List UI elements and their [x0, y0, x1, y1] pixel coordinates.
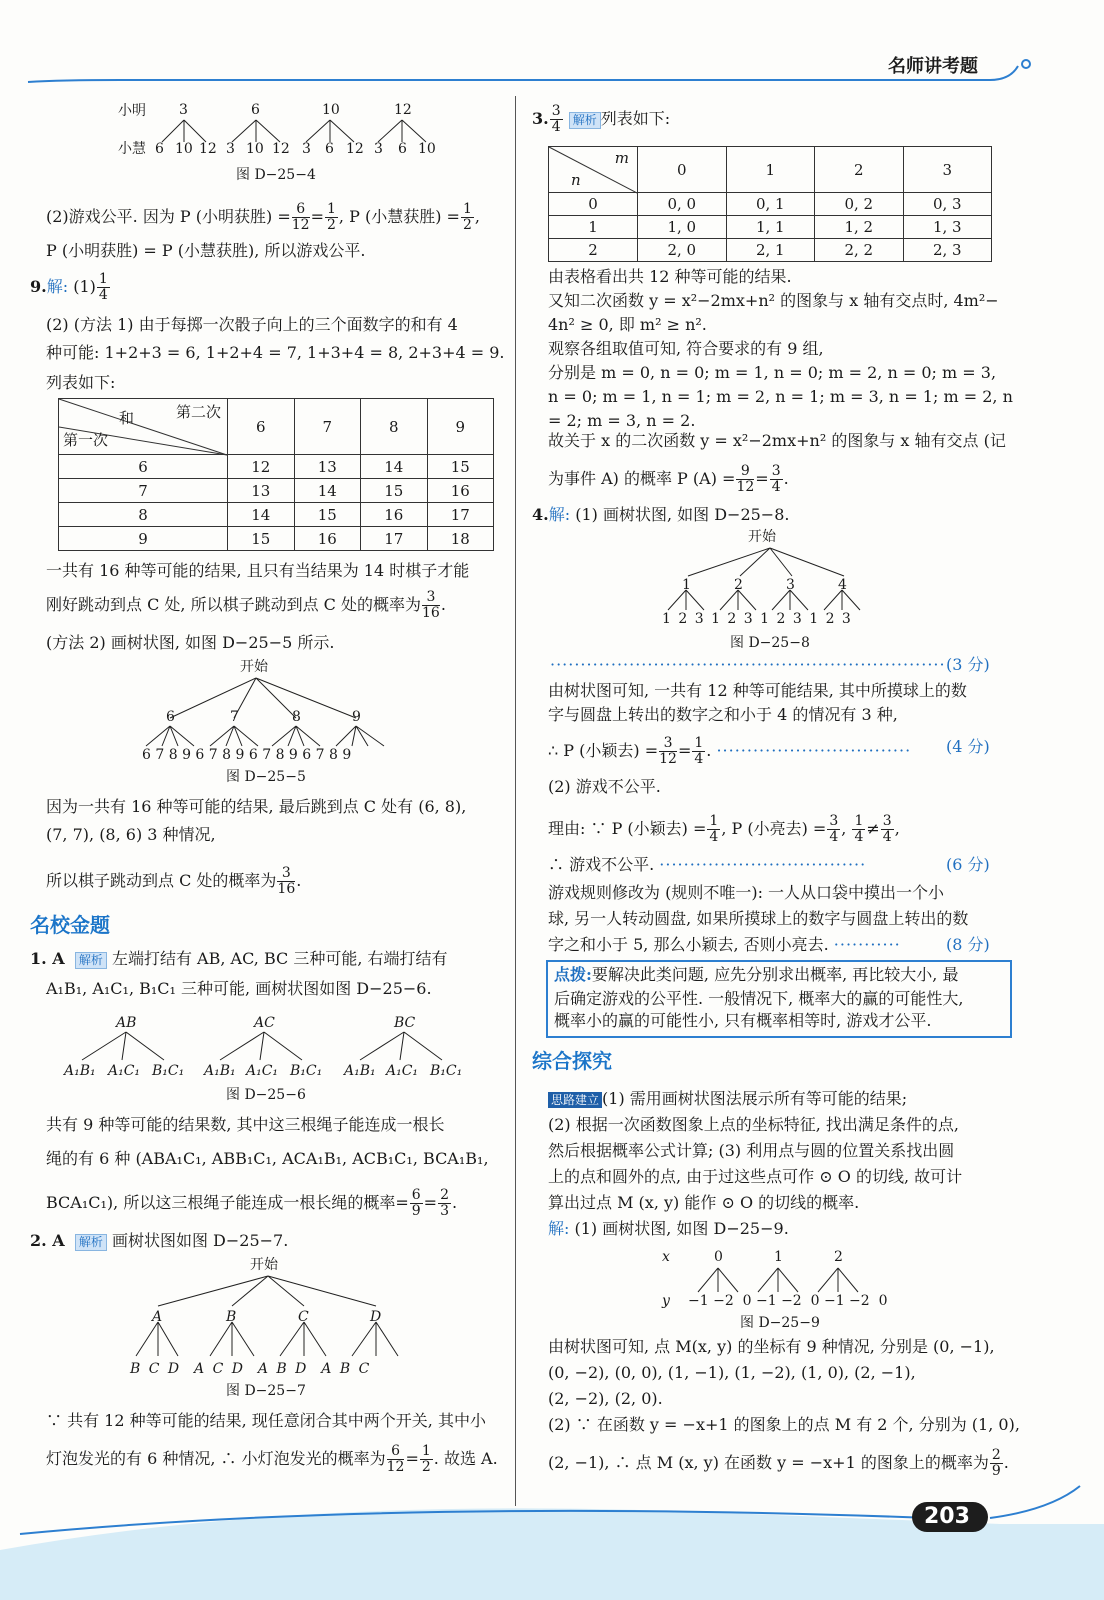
text-line: 算出过点 M (x, y) 能作 ⊙ O 的切线的概率.: [548, 1193, 860, 1212]
text-line: 思路建立 (1) 需用画树状图法展示所有等可能的结果;: [548, 1088, 907, 1110]
analysis-tag: 解析: [75, 1234, 107, 1251]
figure-caption: 图 D−25−6: [226, 1087, 306, 1103]
cell: 12: [228, 455, 295, 479]
column-header: 6: [228, 399, 295, 455]
tree4-top: 10: [322, 102, 340, 118]
text-line: (2) (方法 1) 由于每掷一次骰子向上的三个面数字的和有 4: [46, 315, 458, 334]
tree9-top: 0: [714, 1249, 723, 1265]
column-header: 2: [815, 147, 904, 193]
score-mark: (4 分): [946, 737, 990, 756]
tree4-leaf: 3: [302, 141, 311, 157]
text-line: (2) 游戏不公平.: [548, 777, 661, 796]
cell: 0, 2: [815, 193, 904, 216]
text-line: 由表格看出共 12 种等可能的结果.: [548, 267, 792, 286]
tree9-top: 1: [774, 1249, 783, 1265]
corner-label: 第一次: [63, 431, 109, 449]
text-line: n = 0; m = 1, n = 1; m = 2, n = 1; m = 3, n = 1; m = 2, n: [548, 387, 1013, 406]
text-line: 由树状图可知, 点 M(x, y) 的坐标有 9 种情况, 分别是 (0, −1),: [548, 1337, 995, 1356]
cell: 2, 2: [815, 239, 904, 262]
text-line: = 2; m = 3, n = 2.: [548, 411, 696, 430]
corner-label: n: [571, 171, 581, 189]
corner-label: m: [614, 149, 629, 167]
tree4-leaf: 10: [418, 141, 436, 157]
tree9-leaves: −1 −2 0 −1 −2 0 −1 −2 0: [688, 1293, 888, 1309]
tree6-top: BC: [394, 1015, 416, 1031]
text-line: (2) ∵ 在函数 y = −x+1 的图象上的点 M 有 2 个, 分别为 (1, 0),: [548, 1415, 1020, 1434]
question-1: 1. A 解析 左端打结有 AB, AC, BC 三种可能, 右端打结有: [30, 949, 448, 968]
table-row: [59, 503, 494, 527]
text-line: 由树状图可知, 一共有 12 种等可能结果, 其中所摸球上的数: [548, 681, 967, 700]
cell: 14: [361, 455, 428, 479]
tree4-leaf: 12: [272, 141, 290, 157]
tip-line: 点拨:要解决此类问题, 应先分别求出概率, 再比较大小, 最: [554, 965, 959, 984]
cell: 1, 0: [638, 216, 727, 239]
tree5-top: 7: [230, 709, 239, 725]
tree9-ylabel: y: [662, 1293, 670, 1309]
tree6-leaf: A₁C₁: [386, 1063, 419, 1079]
question-3: 3. $\frac{3}{4}$ 解析 列表如下:: [532, 103, 671, 135]
text-line: (7, 7), (8, 6) 3 种情况,: [46, 825, 216, 844]
cell: 16: [427, 479, 494, 503]
cell: 16: [361, 503, 428, 527]
cell: 15: [361, 479, 428, 503]
cell: 14: [228, 503, 295, 527]
tree6-leaf: B₁C₁: [152, 1063, 185, 1079]
tree7-top: D: [370, 1309, 382, 1325]
idea-tag: 思路建立: [548, 1092, 602, 1108]
cell: 7: [59, 479, 228, 503]
text-line: 分别是 m = 0, n = 0; m = 1, n = 0; m = 2, n = 0; m = 3,: [548, 363, 997, 382]
text-line: (0, −2), (0, 0), (1, −1), (1, −2), (1, 0), (2, −1),: [548, 1363, 916, 1382]
tree5-top: 9: [352, 709, 361, 725]
text-line: 故关于 x 的二次函数 y = x²−2mx+n² 的图象与 x 轴有交点 (记: [548, 431, 1006, 450]
tree8-top: 4: [838, 577, 847, 593]
tree4-leaf: 3: [374, 141, 383, 157]
tree4-row2-label: 小慧: [118, 141, 146, 157]
figure-caption: 图 D−25−4: [236, 167, 316, 183]
section-heading: 综合探究: [532, 1049, 612, 1073]
cell: 15: [427, 455, 494, 479]
cell: 16: [294, 527, 361, 551]
table-row: [549, 216, 992, 239]
tree4-top: 3: [179, 102, 188, 118]
text-line: 列表如下:: [46, 373, 116, 392]
column-header: 7: [294, 399, 361, 455]
tree6-leaf: A₁B₁: [204, 1063, 236, 1079]
cell: 17: [427, 503, 494, 527]
cell: 15: [294, 503, 361, 527]
analysis-tag: 解析: [75, 952, 107, 969]
text-line: 球, 另一人转动圆盘, 如果所摸球上的数字与圆盘上转出的数: [548, 909, 969, 928]
table-corner: [59, 399, 228, 455]
tree6-leaf: A₁C₁: [108, 1063, 141, 1079]
text-line: BCA₁C₁), 所以这三根绳子能连成一根长绳的概率= $\frac{6}{9}$ = $\frac{2}{3}$ .: [46, 1187, 458, 1219]
tree4-top: 6: [251, 102, 260, 118]
cell: 2, 0: [638, 239, 727, 262]
text-line: ∴ 游戏不公平. ··································: [548, 855, 867, 874]
tree8-root: 开始: [748, 529, 776, 545]
tree4-leaf: 10: [246, 141, 264, 157]
text-line: P (小明获胜) = P (小慧获胜), 所以游戏公平.: [46, 241, 366, 260]
cell: 13: [228, 479, 295, 503]
tree4-leaf: 10: [175, 141, 193, 157]
cell: 0, 0: [638, 193, 727, 216]
cell: 17: [361, 527, 428, 551]
tree4-row1-label: 小明: [118, 103, 146, 119]
score-mark: (3 分): [946, 655, 990, 674]
text-line: 绳的有 6 种 (ABA₁C₁, ABB₁C₁, ACA₁B₁, ACB₁C₁, BCA₁B₁,: [46, 1149, 489, 1168]
figure-caption: 图 D−25−7: [226, 1383, 306, 1399]
cell: 13: [294, 455, 361, 479]
table-row: [59, 455, 494, 479]
text-line: 4n² ≥ 0, 即 m² ≥ n².: [548, 315, 707, 334]
text-line: ∵ 共有 12 种等可能的结果, 现任意闭合其中两个开关, 其中小: [46, 1411, 486, 1430]
tree6-top: AB: [116, 1015, 137, 1031]
text-line: 字与圆盘上转出的数字之和小于 4 的情况有 3 种,: [548, 705, 898, 724]
tree4-leaf: 3: [226, 141, 235, 157]
tree6-leaf: B₁C₁: [430, 1063, 463, 1079]
tree7-top: C: [298, 1309, 309, 1325]
column-header: 3: [903, 147, 992, 193]
tree8-leaves: 1 2 3 1 2 3 1 2 3 1 2 3: [662, 611, 853, 627]
text-line: 字之和小于 5, 那么小颖去, 否则小亮去. ···········: [548, 935, 901, 954]
text-line: 一共有 16 种等可能的结果, 且只有当结果为 14 时棋子才能: [46, 561, 470, 580]
dotted-leader: ·································································: [550, 655, 946, 674]
tree-diagram-d25-5: [140, 676, 400, 746]
text-line: (2, −2), (2, 0).: [548, 1389, 663, 1408]
question-9: 9.解: (1) $\frac{1}{4}$: [30, 271, 108, 303]
page-number: 203: [924, 1504, 970, 1529]
tree8-top: 2: [734, 577, 743, 593]
table-corner: [549, 147, 638, 193]
question-4: 4.解: (1) 画树状图, 如图 D−25−8.: [532, 505, 790, 524]
question-2: 2. A 解析 画树状图如图 D−25−7.: [30, 1231, 289, 1250]
tree6-leaf: A₁B₁: [64, 1063, 96, 1079]
text-line: 共有 9 种等可能的结果数, 其中这三根绳子能连成一根长: [46, 1115, 445, 1134]
cell: 2: [549, 239, 638, 262]
figure-caption: 图 D−25−5: [226, 769, 306, 785]
figure-caption: 图 D−25−9: [740, 1315, 820, 1331]
table-row: [549, 239, 992, 262]
sum-table: [58, 398, 494, 551]
tip-line: 后确定游戏的公平性. 一般情况下, 概率大的赢的可能性大,: [554, 989, 964, 1008]
text-line: 又知二次函数 y = x²−2mx+n² 的图象与 x 轴有交点时, 4m²−: [548, 291, 999, 310]
column-header: 0: [638, 147, 727, 193]
table-row: [549, 193, 992, 216]
column-header: 9: [427, 399, 494, 455]
tree8-top: 1: [682, 577, 691, 593]
text-line: 游戏规则修改为 (规则不唯一): 一人从口袋中摸出一个小: [548, 883, 945, 902]
text-line: 观察各组取值可知, 符合要求的有 9 组,: [548, 339, 824, 358]
tree4-leaf: 6: [325, 141, 334, 157]
cell: 8: [59, 503, 228, 527]
tree6-leaf: A₁B₁: [344, 1063, 376, 1079]
tree7-top: B: [226, 1309, 237, 1325]
corner-label: 和: [119, 409, 135, 427]
mn-table: [548, 146, 992, 262]
score-mark: (8 分): [946, 935, 990, 954]
tree4-top: 12: [394, 102, 412, 118]
column-header: 1: [726, 147, 815, 193]
text-line: 因为一共有 16 种等可能的结果, 最后跳到点 C 处有 (6, 8),: [46, 797, 467, 816]
cell: 1, 2: [815, 216, 904, 239]
text-line: (2)游戏公平. 因为 P (小明获胜) = $\frac{6}{12}$ = $\frac{1}{2}$ , P (小慧获胜) = $\frac{1}{2}$ ,: [46, 201, 480, 233]
text-line: 然后根据概率公式计算; (3) 利用点与圆的位置关系找出圆: [548, 1141, 955, 1160]
text-line: (方法 2) 画树状图, 如图 D−25−5 所示.: [46, 633, 335, 652]
corner-label: 第二次: [175, 403, 221, 421]
text-line: 上的点和圆外的点, 由于过这些点可作 ⊙ O 的切线, 故可计: [548, 1167, 963, 1186]
text-line: A₁B₁, A₁C₁, B₁C₁ 三种可能, 画树状图如图 D−25−6.: [46, 979, 432, 998]
table-row: [59, 527, 494, 551]
tree9-top: 2: [834, 1249, 843, 1265]
cell: 0: [549, 193, 638, 216]
header-title: 名师讲考题: [888, 56, 978, 77]
tree6-leaf: A₁C₁: [246, 1063, 279, 1079]
column-divider: [515, 96, 516, 1506]
text-line: 种可能: 1+2+3 = 6, 1+2+4 = 7, 1+3+4 = 8, 2+3+4 = 9.: [46, 343, 505, 362]
cell: 14: [294, 479, 361, 503]
tree7-root: 开始: [250, 1257, 278, 1273]
text-line: ∴ P (小颖去) = $\frac{3}{12}$ = $\frac{1}{4}$ . ································: [548, 735, 912, 767]
tree5-leaves: 6 7 8 9 6 7 8 9 6 7 8 9 6 7 8 9: [142, 747, 352, 763]
tree5-top: 6: [166, 709, 175, 725]
figure-caption: 图 D−25−8: [730, 635, 810, 651]
analysis-tag: 解析: [569, 112, 601, 129]
text-line: (2) 根据一次函数图象上点的坐标特征, 找出满足条件的点,: [548, 1115, 960, 1134]
tree8-top: 3: [786, 577, 795, 593]
text-line: 为事件 A) 的概率 P (A) = $\frac{9}{12}$ = $\frac{3}{4}$ .: [548, 463, 789, 495]
cell: 18: [427, 527, 494, 551]
cell: 1, 3: [903, 216, 992, 239]
text-line: 解: (1) 画树状图, 如图 D−25−9.: [548, 1219, 789, 1238]
cell: 0, 3: [903, 193, 992, 216]
tree7-top: A: [152, 1309, 163, 1325]
tree5-root: 开始: [240, 659, 268, 675]
column-header: 8: [361, 399, 428, 455]
cell: 9: [59, 527, 228, 551]
text-line: 所以棋子跳动到点 C 处的概率为 $\frac{3}{16}$ .: [46, 865, 302, 897]
cell: 2, 1: [726, 239, 815, 262]
tree4-leaf: 6: [155, 141, 164, 157]
tree9-xlabel: x: [662, 1249, 670, 1265]
tree4-leaf: 6: [398, 141, 407, 157]
text-line: (2, −1), ∴ 点 M (x, y) 在函数 y = −x+1 的图象上的概率为 $\frac{2}{9}$ .: [548, 1447, 1009, 1479]
tree6-top: AC: [254, 1015, 275, 1031]
tree6-leaf: B₁C₁: [290, 1063, 323, 1079]
text-line: 刚好跳动到点 C 处, 所以棋子跳动到点 C 处的概率为 $\frac{3}{16}$ .: [46, 589, 446, 621]
text-line: 灯泡发光的有 6 种情况, ∴ 小灯泡发光的概率为 $\frac{6}{12}$ = $\frac{1}{2}$ . 故选 A.: [46, 1443, 498, 1475]
section-heading: 名校金题: [30, 913, 110, 937]
cell: 0, 1: [726, 193, 815, 216]
score-mark: (6 分): [946, 855, 990, 874]
tree7-leaves: B C D A C D A B D A B C: [130, 1361, 372, 1377]
tree5-top: 8: [292, 709, 301, 725]
cell: 15: [228, 527, 295, 551]
tip-line: 概率小的赢的可能性小, 只有概率相等时, 游戏才公平.: [554, 1011, 932, 1030]
tree4-leaf: 12: [199, 141, 217, 157]
tree4-leaf: 12: [346, 141, 364, 157]
cell: 2, 3: [903, 239, 992, 262]
cell: 6: [59, 455, 228, 479]
cell: 1, 1: [726, 216, 815, 239]
table-row: [59, 479, 494, 503]
tree-diagram-d25-8: [660, 546, 880, 616]
text-line: 理由: ∵ P (小颖去) = $\frac{1}{4}$ , P (小亮去) = $\frac{3}{4}$ , $\frac{1}{4}$ ≠ $\frac{3}{4}$ ,: [548, 813, 900, 845]
cell: 1: [549, 216, 638, 239]
